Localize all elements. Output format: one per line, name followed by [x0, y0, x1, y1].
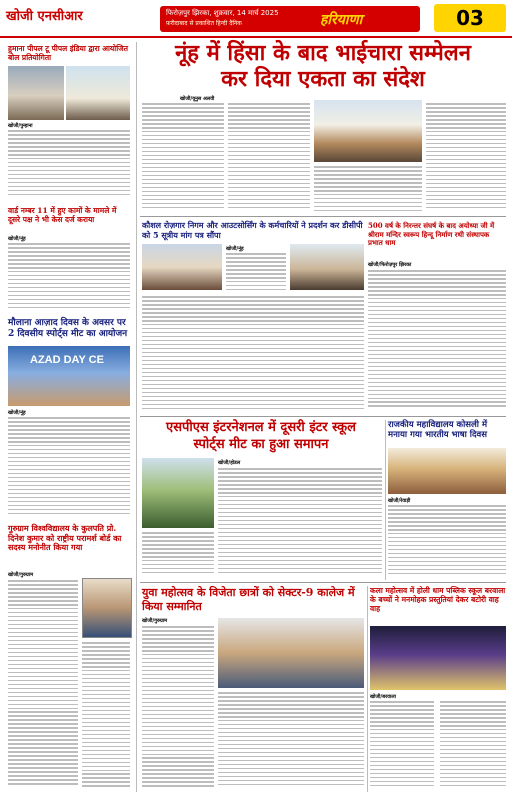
article-c1-text	[218, 468, 382, 578]
banner-azad-day: AZAD DAY CE	[30, 354, 104, 366]
headline-a1: हुमाना पीपल टू पीपल इंडिया द्वारा आयोजित बोल प्रतियोगिता	[8, 44, 128, 62]
byline-c1: खोजी/होडल	[218, 460, 241, 466]
headline-c1-line1: एसपीएस इंटरनेशनल में दूसरी इंटर स्कूल	[166, 420, 356, 435]
article-b1-text-b	[142, 296, 364, 412]
article-d1-text-b	[218, 692, 364, 790]
article-a4-text	[8, 580, 78, 790]
column-divider-d	[367, 586, 368, 792]
article-b2-text	[368, 270, 506, 412]
article-a1-text	[8, 130, 130, 200]
masthead	[0, 0, 512, 38]
headline-b1: कौशल रोज़गार निगम और आउटसोर्सिंग के कर्मचारियों ने प्रदर्शन कर डीसीपी को 5 सूत्रीय मांग पत्र सौंपा	[142, 220, 363, 240]
lead-photo	[314, 100, 422, 162]
newspaper-logo: खोजी एनसीआर	[6, 9, 83, 24]
page-number-box	[434, 4, 506, 32]
column-divider-c	[385, 420, 386, 580]
divider-lead	[140, 216, 506, 217]
lead-text-col2	[228, 103, 310, 213]
article-d2-text	[370, 701, 434, 791]
article-b1-text	[226, 253, 286, 293]
issue-date: फिरोज़पुर झिरका, शुक्रवार, 14 मार्च 2025	[166, 9, 279, 17]
lead-headline-line1: नूंह में हिंसा के बाद भाईचारा सम्मेलन	[175, 40, 471, 66]
masthead-logo-box	[6, 6, 156, 30]
article-d1-text	[142, 626, 214, 790]
headline-b2: 500 वर्ष के निरन्तर संघर्ष के बाद अयोध्या जी में श्रीराम मन्दिर स्वरूप हिन्दू निर्माण रथी संस्थापक प्रभात धाम	[368, 221, 495, 248]
byline-a3: खोजी/नूंह	[8, 410, 26, 416]
photo-d1	[218, 618, 364, 688]
divider-lower	[140, 582, 506, 583]
headline-c2: राजकीय महाविद्यालय कोसली में मनाया गया भारतीय भाषा दिवस	[388, 420, 488, 441]
article-d2-text-b	[440, 701, 506, 791]
byline-a1: खोजी/पुन्हाना	[8, 123, 33, 129]
photo-a1b	[66, 66, 130, 120]
article-a4-text-b	[82, 642, 130, 790]
lead-headline-line2: कर दिया एकता का संदेश	[221, 66, 425, 92]
headline-a3: मौलाना आज़ाद दिवस के अवसर पर 2 दिवसीय स्पोर्ट्स मीट का आयोजन	[8, 318, 128, 339]
lead-byline: खोजी/यूनुस अलवी	[180, 96, 215, 102]
photo-c2	[388, 448, 506, 494]
section-title: हरियाणा	[320, 12, 363, 28]
masthead-band	[160, 6, 420, 32]
photo-b1	[142, 244, 222, 290]
article-a3-text	[8, 417, 130, 517]
issue-subline: फ़रीदाबाद से प्रकाशित हिन्दी दैनिक	[166, 20, 242, 27]
byline-a2: खोजी/नूंह	[8, 236, 26, 242]
article-c2-text	[388, 505, 506, 579]
lead-text-col1	[142, 103, 224, 213]
photo-b1b	[290, 244, 364, 290]
byline-b2: खोजी/फिरोज़पुर झिरका	[368, 262, 412, 268]
page-number: 03	[456, 6, 484, 30]
headline-d2: कला महोत्सव में होली धाम पब्लिक स्कूल बरवाला के बच्चों ने मनमोहक प्रस्तुतियां देकर बटोरी वाह वाह	[370, 586, 506, 614]
photo-a4	[82, 578, 132, 638]
lead-text-col3	[314, 166, 422, 214]
headline-c1-line2: स्पोर्ट्स मीट का हुआ समापन	[193, 437, 329, 452]
byline-a4: खोजी/गुरुग्राम	[8, 572, 34, 578]
byline-d2: खोजी/बरवाला	[370, 694, 396, 700]
article-a2-text	[8, 243, 130, 313]
photo-d2	[370, 626, 506, 690]
headline-a4: गुरुग्राम विश्वविद्यालय के कुलपति प्रो. दिनेश कुमार को राष्ट्रीय परामर्श बोर्ड का सदस्य मनोनीत किया गया	[8, 523, 122, 553]
lead-text-col4	[426, 103, 506, 213]
photo-c1	[142, 458, 214, 528]
article-c1-text-b	[142, 532, 214, 578]
headline-d1: युवा महोत्सव के विजेता छात्रों को सेक्टर-9 कालेज में किया सम्मानित	[142, 586, 355, 613]
column-divider	[136, 42, 137, 792]
byline-b1: खोजी/नूंह	[226, 246, 244, 252]
byline-d1: खोजी/गुरुग्राम	[142, 618, 168, 624]
headline-a2: वार्ड नम्बर 11 में हुए कामों के मामले में दूसरे पक्ष ने भी केस दर्ज कराया	[8, 206, 117, 224]
photo-a3	[8, 346, 130, 406]
divider-middle	[140, 416, 506, 417]
byline-c2: खोजी/रेवाड़ी	[388, 498, 411, 504]
photo-a1	[8, 66, 64, 120]
